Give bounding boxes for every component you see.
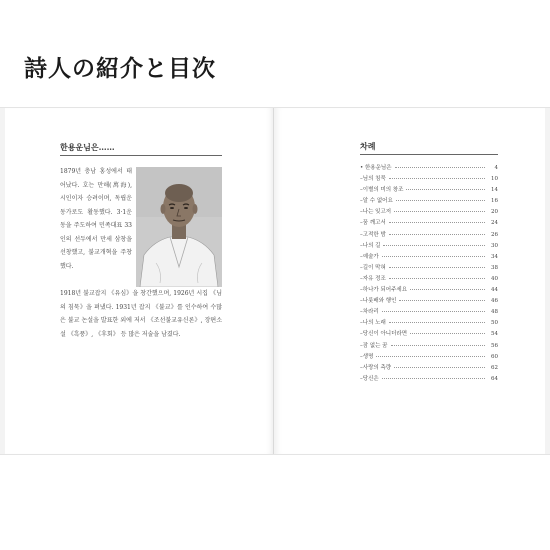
toc-entry-page: 62 xyxy=(491,364,498,371)
toc-entry xyxy=(360,341,498,352)
toc-leader-dots xyxy=(389,222,485,223)
toc-entry-page: 64 xyxy=(491,375,498,382)
toc-entry-page: 20 xyxy=(491,209,498,216)
toc-entry xyxy=(360,374,498,385)
toc-entry-title: –잠 없는 꿈 xyxy=(360,342,388,349)
toc-entry xyxy=(360,363,498,374)
toc-entry-title: –사랑의 측량 xyxy=(360,364,392,371)
toc-entry-title: –이별의 미의 창조 xyxy=(360,187,404,194)
toc-entry-page: 54 xyxy=(491,331,498,338)
toc-entry xyxy=(360,352,498,363)
toc-entry xyxy=(360,241,498,252)
toc-leader-dots xyxy=(389,322,485,323)
toc-entry-title: –예술가 xyxy=(360,253,379,260)
toc-entry-page: 48 xyxy=(491,309,498,316)
toc-entry-page: 60 xyxy=(491,353,498,360)
toc-entry-page: 44 xyxy=(491,287,498,294)
toc-leader-dots xyxy=(391,345,486,346)
toc-entry-title: –당신은 xyxy=(360,375,379,382)
poet-bio-top: 1879년 충남 홍성에서 태어났다. 호는 만해(萬海), 시인이자 승려이며, 독립운동가로도 활동했다. 3·1운동을 주도하여 민족대표 33인의 선두에서 만세 삼창을 선창했고, 불교개혁을 주창했다. xyxy=(60,168,132,270)
poet-portrait xyxy=(136,167,222,287)
toc-entry-page: 46 xyxy=(491,298,498,305)
toc-entry-title: • 한용운님은 xyxy=(360,165,392,171)
toc-entry xyxy=(360,307,498,318)
toc-entry-title: –꿈 깨고서 xyxy=(360,220,386,227)
toc-entry xyxy=(360,329,498,340)
toc-entry xyxy=(360,163,498,174)
toc-entry-page: 56 xyxy=(491,342,498,349)
toc-leader-dots xyxy=(406,189,485,190)
heading-rule xyxy=(60,155,222,156)
page-title: 詩人の紹介と目次 xyxy=(24,56,216,82)
toc-entry xyxy=(360,185,498,196)
toc-entry-page: 26 xyxy=(491,231,498,238)
toc-entry-page: 34 xyxy=(491,253,498,260)
toc-leader-dots xyxy=(382,256,485,257)
toc-entry xyxy=(360,263,498,274)
toc-entry xyxy=(360,274,498,285)
toc-leader-dots xyxy=(410,289,485,290)
toc-entry-title: –차라리 xyxy=(360,309,379,316)
toc-entry xyxy=(360,230,498,241)
toc-entry-title: –자유 정조 xyxy=(360,275,386,282)
toc-entry-page: 14 xyxy=(491,187,498,194)
toc-leader-dots xyxy=(389,267,485,268)
toc-leader-dots xyxy=(383,245,485,246)
toc-leader-dots xyxy=(396,200,485,201)
toc-leader-dots xyxy=(382,378,485,379)
toc-entry xyxy=(360,252,498,263)
toc-entry xyxy=(360,207,498,218)
toc-entry-title: –알 수 없어요 xyxy=(360,198,393,205)
toc-leader-dots xyxy=(410,333,485,334)
toc-entry-page: 16 xyxy=(491,198,498,205)
heading-rule xyxy=(360,154,498,155)
toc-leader-dots xyxy=(394,367,485,368)
toc-leader-dots xyxy=(389,234,485,235)
toc-leader-dots xyxy=(389,278,485,279)
toc-entry-page: 10 xyxy=(491,176,498,183)
toc-leader-dots xyxy=(394,211,485,212)
toc-entry-title: –길이 막혀 xyxy=(360,264,386,271)
toc-entry-page: 38 xyxy=(491,264,498,271)
toc-leader-dots xyxy=(389,178,485,179)
toc-leader-dots xyxy=(395,167,485,168)
table-of-contents xyxy=(360,163,498,385)
poet-intro-heading: 한용운님은…… xyxy=(60,142,115,152)
toc-entry-title: –나의 노래 xyxy=(360,320,386,327)
toc-entry-page: 40 xyxy=(491,275,498,282)
toc-entry-title: –고적한 밤 xyxy=(360,231,386,238)
toc-leader-dots xyxy=(382,311,485,312)
book-spread xyxy=(0,107,550,455)
toc-entry-title: –생명 xyxy=(360,353,374,360)
toc-entry-page: 30 xyxy=(491,242,498,249)
toc-entry-page: 50 xyxy=(491,320,498,327)
toc-entry xyxy=(360,196,498,207)
toc-entry-title: –당신이 아니더라면 xyxy=(360,331,408,338)
toc-leader-dots xyxy=(376,356,485,357)
right-page xyxy=(275,108,545,454)
toc-entry-title: –나의 길 xyxy=(360,242,381,249)
toc-entry-title: –나는 잊고저 xyxy=(360,209,392,216)
left-page xyxy=(5,108,274,454)
toc-entry-title: –하나가 되어주세요 xyxy=(360,287,408,294)
toc-entry-title: –님의 침묵 xyxy=(360,176,386,183)
toc-leader-dots xyxy=(399,300,485,301)
toc-entry xyxy=(360,174,498,185)
toc-entry-page: 4 xyxy=(494,165,498,171)
toc-entry-page: 24 xyxy=(491,220,498,227)
poet-bio-bottom: 1918년 불교잡지 《유심》을 창간했으며, 1926년 시집 《님의 침묵》을 펴냈다. 1931년 잡지 《불교》를 인수하여 수많은 불교 논설을 발표한 외에 저서 《조선불교유신론》, 장편소설 《흑풍》, 《후회》 등 많은 저술을 남겼다. xyxy=(60,290,222,338)
toc-entry-title: –나룻배와 행인 xyxy=(360,298,397,305)
toc-entry xyxy=(360,296,498,307)
toc-entry xyxy=(360,318,498,329)
toc-heading: 차례 xyxy=(360,141,376,151)
toc-entry xyxy=(360,285,498,296)
toc-entry xyxy=(360,218,498,229)
